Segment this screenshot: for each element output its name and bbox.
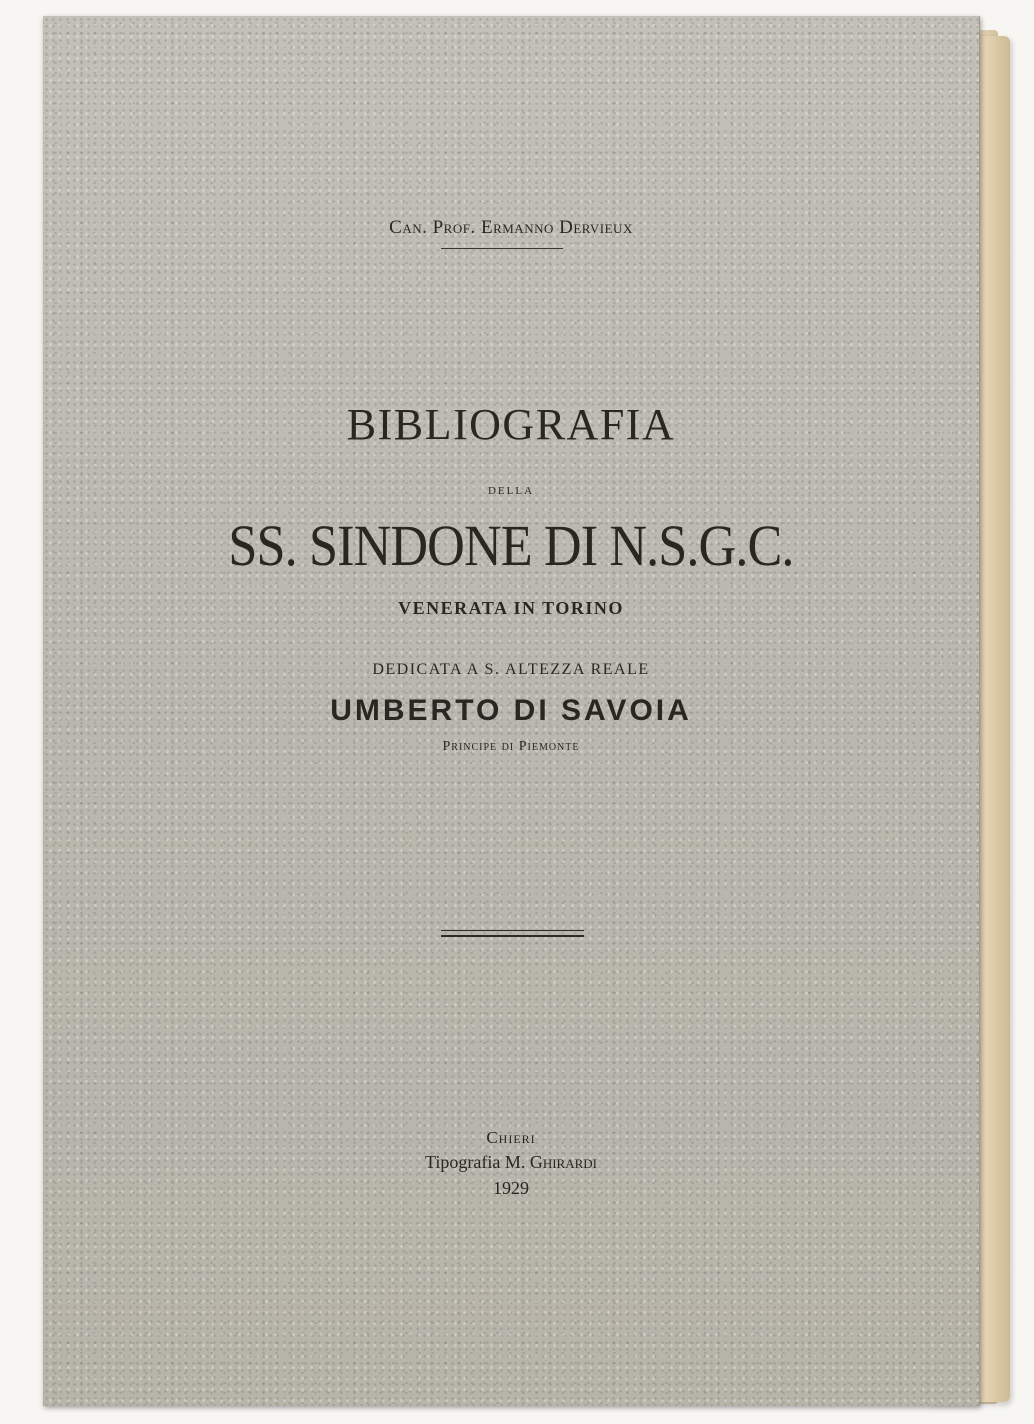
imprint-printer (43, 1152, 979, 1173)
printer-prefix: Tipografia M. (424, 1152, 526, 1172)
venerata-line: VENERATA IN TORINO (398, 598, 624, 618)
cover-title: BIBLIOGRAFIA (346, 400, 676, 449)
cover-subject: SS. SINDONE DI N.S.G.C. (228, 513, 794, 578)
author-line (43, 217, 979, 239)
author-prefix: Can. Prof. (389, 217, 476, 238)
dedicatee-title: Principe di Piemonte (442, 739, 580, 754)
dedicatee-name: UMBERTO DI SAVOIA (330, 694, 692, 727)
imprint-city: Chieri (486, 1128, 536, 1147)
printer-name: Ghirardi (529, 1152, 597, 1172)
dedication-line: DEDICATA A S. ALTEZZA REALE (372, 661, 650, 678)
ornamental-rule-thin (441, 930, 584, 931)
cover-text-block (43, 16, 979, 1406)
author-underline (441, 248, 563, 249)
imprint-year: 1929 (493, 1178, 529, 1198)
author-name: Ermanno Dervieux (480, 217, 633, 238)
ornamental-rule-thick (441, 935, 584, 937)
title-connector: della (487, 482, 535, 498)
book-cover (43, 16, 980, 1406)
